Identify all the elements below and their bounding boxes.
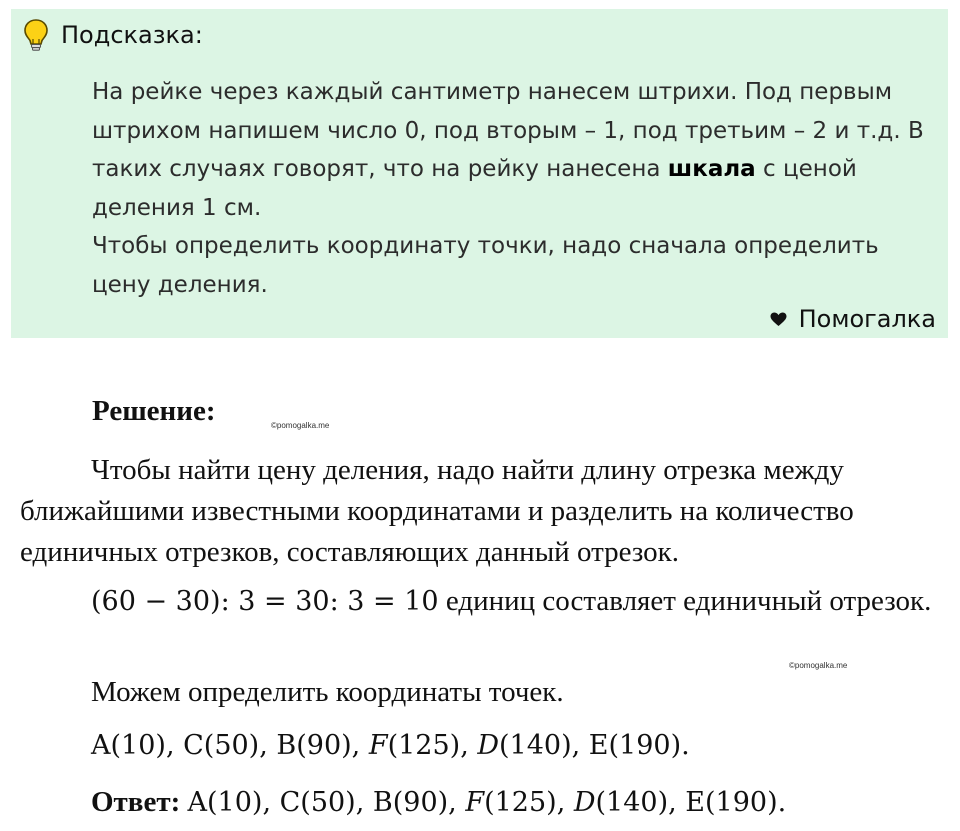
point-value: (190): [705, 787, 778, 818]
hint-box: [11, 9, 948, 338]
answer-line: Ответ: A(10), C(50), B(90), F(125), D(140), E(190).: [91, 786, 787, 818]
point-coordinate: [91, 730, 166, 761]
point-value: (90): [296, 730, 352, 761]
point-value: (50): [300, 787, 356, 818]
brand-label: Помогалка: [770, 305, 936, 333]
point-coordinate: [280, 787, 356, 818]
point-coordinate: [183, 730, 259, 761]
point-value: (50): [203, 730, 260, 761]
hint-header: [23, 17, 203, 53]
point-name: A: [91, 730, 111, 761]
point-name: A: [187, 787, 207, 818]
solution-title: Решение:: [92, 395, 216, 427]
point-coordinate: [276, 730, 351, 761]
point-name: E: [685, 787, 706, 818]
point-value: (125): [387, 730, 461, 761]
answer-coordinates: A(10), C(50), B(90), F(125), D(140), E(190): [187, 787, 778, 818]
point-coordinate: [373, 787, 448, 818]
point-name: B: [372, 787, 393, 818]
hint-paragraph-1: На рейке через каждый сантиметр нанесем штрихи. Под первым штрихом напишем число 0, под вторым – 1, под третьим – 2 и т.д. В таких случаях говорят, что на рейку нанесена шкала с ценой деления 1 см.: [92, 79, 924, 221]
point-name: F: [368, 730, 388, 761]
point-name: D: [477, 730, 500, 761]
point-coordinate: [477, 730, 571, 761]
point-coordinate: [465, 787, 556, 818]
point-coordinate: [589, 730, 681, 761]
point-name: C: [279, 787, 301, 818]
solution-paragraph-2: (60 − 30): 3 = 30: 3 = 10 единиц составляет единичный отрезок.: [91, 585, 932, 617]
heart-icon: [770, 312, 787, 327]
hint-title: Подсказка:: [61, 21, 203, 49]
point-name: F: [465, 787, 485, 818]
point-value: (140): [499, 730, 572, 761]
point-name: B: [276, 730, 297, 761]
point-value: (190): [608, 730, 682, 761]
coordinates-line: A(10), C(50), B(90), F(125), D(140), E(190).: [91, 730, 690, 761]
coordinates-list: A(10), C(50), B(90), F(125), D(140), E(190): [91, 730, 682, 761]
hint-paragraph-2: Чтобы определить координату точки, надо сначала определить цену деления.: [92, 233, 879, 298]
point-coordinate: [369, 730, 460, 761]
point-value: (125): [484, 787, 557, 818]
point-value: (10): [207, 787, 263, 818]
point-value: (10): [110, 730, 166, 761]
point-name: D: [573, 787, 596, 818]
hint-text: [92, 73, 942, 305]
solution-paragraph-1: Чтобы найти цену деления, надо найти длину отрезка между ближайшими известными координатами и разделить на количество единичных отрезков, составляющих данный отрезок.: [20, 454, 854, 568]
point-name: C: [183, 730, 204, 761]
lightbulb-icon: [23, 18, 49, 52]
watermark: ©pomogalka.me: [271, 421, 330, 430]
point-value: (90): [392, 787, 449, 818]
answer-label: Ответ:: [91, 786, 181, 818]
point-coordinate: [574, 787, 668, 818]
watermark: ©pomogalka.me: [789, 661, 848, 670]
solution-paragraph-3: Можем определить координаты точек.: [91, 676, 564, 708]
hint-bold-term: шкала: [667, 156, 756, 183]
calculation: (60 − 30): 3 = 30: 3 = 10: [91, 586, 439, 617]
point-coordinate: [188, 787, 263, 818]
point-name: E: [588, 730, 609, 761]
point-coordinate: [685, 787, 777, 818]
point-value: (140): [595, 787, 669, 818]
